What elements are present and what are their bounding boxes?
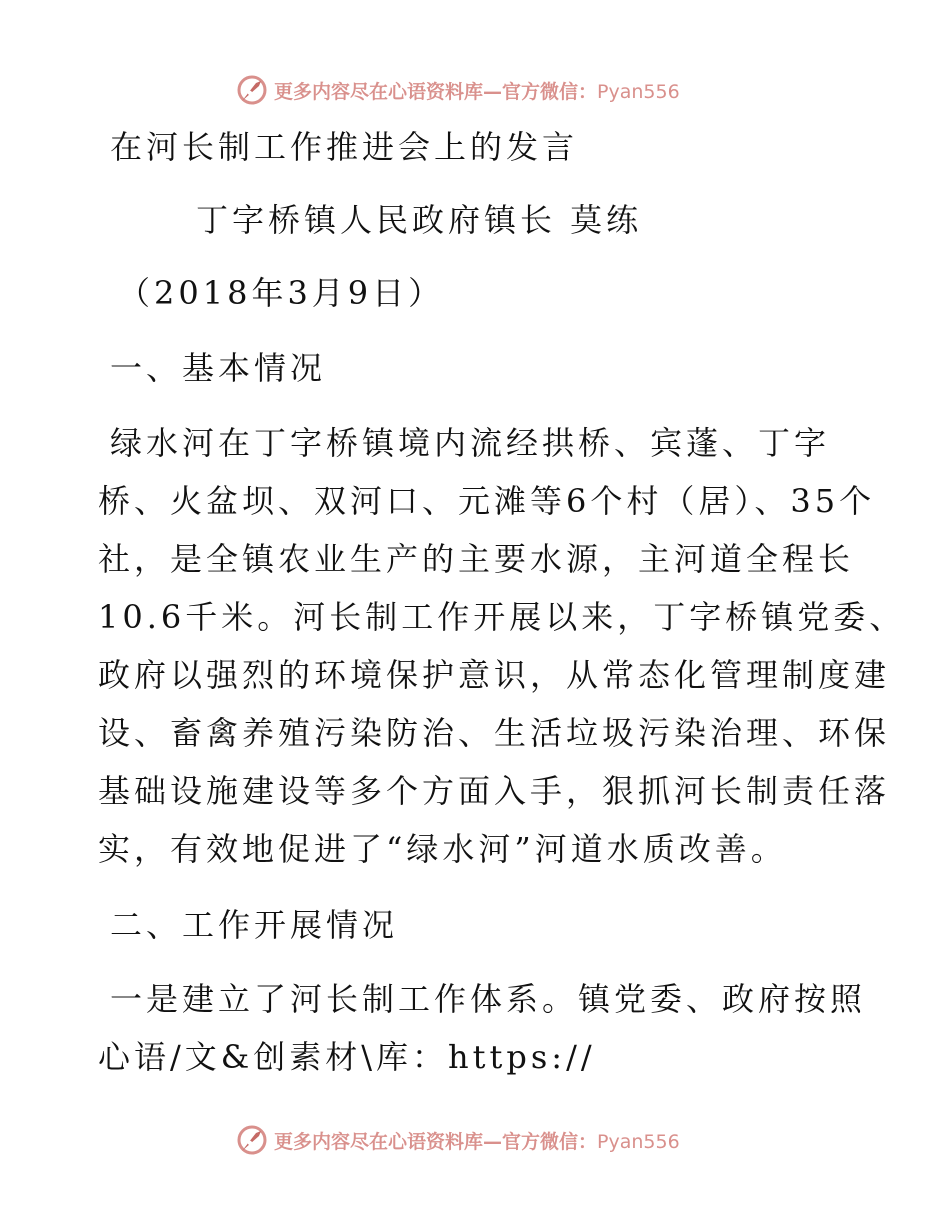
watermark-handle: Pyan556 — [597, 1130, 680, 1153]
document-date: （2018年3月9日） — [118, 274, 445, 312]
section2-heading: 二、工作开展情况 — [110, 906, 399, 944]
paragraph-line: 设、畜禽养殖污染防治、生活垃圾污染治理、环保 — [98, 714, 891, 752]
paragraph-line: 一是建立了河长制工作体系。镇党委、政府按照 — [110, 980, 867, 1018]
paragraph-line: 绿水河在丁字桥镇境内流经拱桥、宾蓬、丁字 — [110, 424, 831, 462]
paragraph-line: 政府以强烈的环境保护意识，从常态化管理制度建 — [98, 656, 891, 694]
paragraph-line: 10.6千米。河长制工作开展以来，丁字桥镇党委、 — [98, 598, 906, 636]
quill-pen-circle-icon — [236, 74, 268, 106]
watermark-site-text: 更多内容尽在心语资料库—官方微信： — [274, 1130, 598, 1153]
watermark-banner-top — [236, 70, 680, 110]
paragraph-line: 实，有效地促进了“绿水河”河道水质改善。 — [98, 830, 787, 868]
paragraph-line: 桥、火盆坝、双河口、元滩等6个村（居）、35个 — [98, 482, 876, 520]
watermark-site-text: 更多内容尽在心语资料库—官方微信： — [274, 80, 598, 103]
document-title: 在河长制工作推进会上的发言 — [110, 128, 579, 166]
paragraph-line: 心语/文&创素材\库：https:// — [98, 1038, 596, 1076]
paragraph-line: 社，是全镇农业生产的主要水源，主河道全程长 — [98, 540, 855, 578]
watermark-handle: Pyan556 — [597, 80, 680, 103]
paragraph-line: 基础设施建设等多个方面入手，狠抓河长制责任落 — [98, 772, 891, 810]
watermark-banner-bottom — [236, 1120, 680, 1160]
quill-pen-circle-icon — [236, 1124, 268, 1156]
document-speaker: 丁字桥镇人民政府镇长 莫练 — [196, 201, 643, 239]
section1-heading: 一、基本情况 — [110, 349, 327, 387]
